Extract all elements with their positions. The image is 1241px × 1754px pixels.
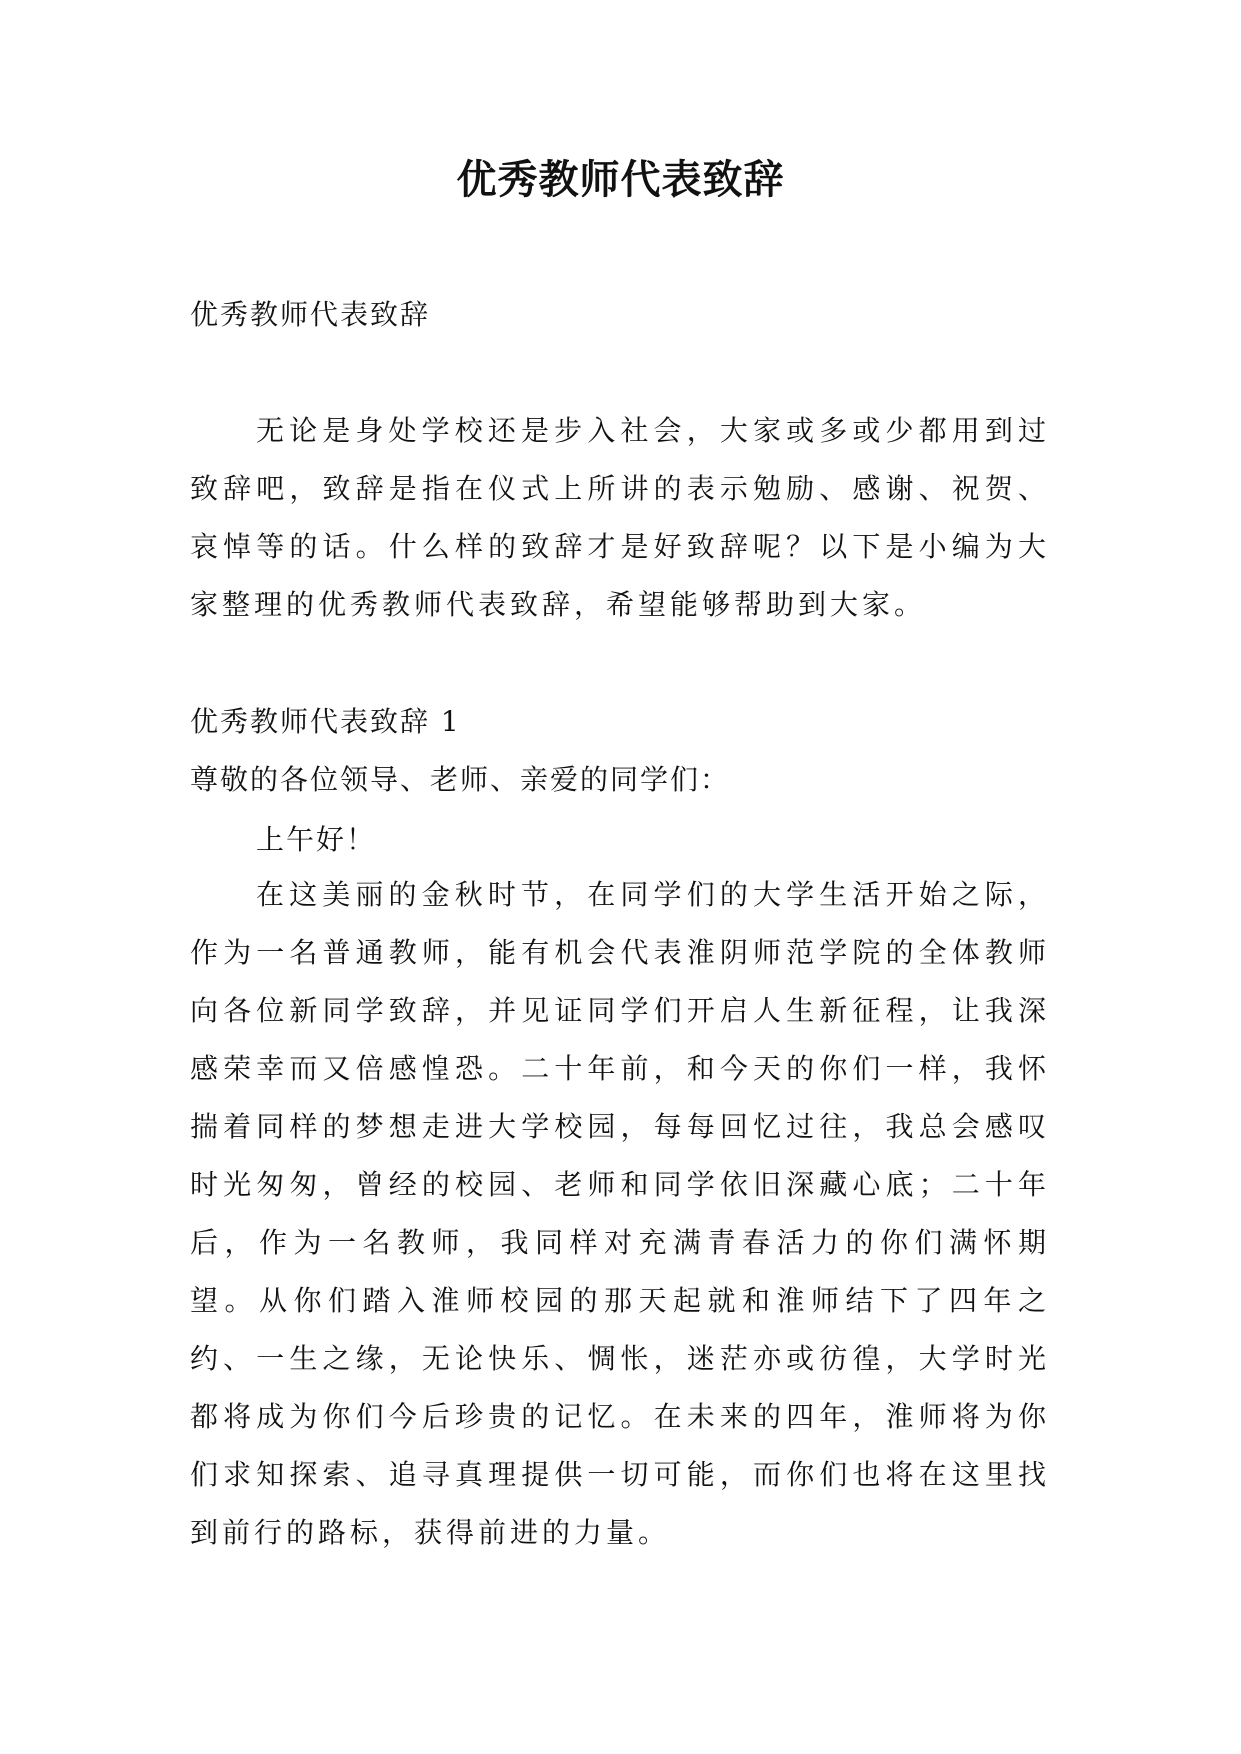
intro-paragraph: 无论是身处学校还是步入社会，大家或多或少都用到过致辞吧，致辞是指在仪式上所讲的表示勉励、感谢、祝贺、哀悼等的话。什么样的致辞才是好致辞呢？以下是小编为大家整理的优秀教师代表致辞，希望能够帮助到大家。 — [190, 414, 1050, 621]
body-paragraph: 在这美丽的金秋时节，在同学们的大学生活开始之际，作为一名普通教师，能有机会代表淮阴师范学院的全体教师向各位新同学致辞，并见证同学们开启人生新征程，让我深感荣幸而又倍感惶恐。二十年前，和今天的你们一样，我怀揣着同样的梦想走进大学校园，每每回忆过往，我总会感叹时光匆匆，曾经的校园、老师和同学依旧深藏心底；二十年后，作为一名教师，我同样对充满青春活力的你们满怀期望。从你们踏入淮师校园的那天起就和淮师结下了四年之约、一生之缘，无论快乐、惆怅，迷茫亦或彷徨，大学时光都将成为你们今后珍贵的记忆。在未来的四年，淮师将为你们求知探索、追寻真理提供一切可能，而你们也将在这里找到前行的路标，获得前进的力量。 — [190, 878, 1050, 1549]
document-subtitle: 优秀教师代表致辞 — [190, 298, 431, 331]
greeting: 上午好！ — [256, 823, 377, 856]
document-title: 优秀教师代表致辞 — [456, 157, 785, 203]
salutation: 尊敬的各位领导、老师、亲爱的同学们： — [190, 763, 731, 796]
section-heading: 优秀教师代表致辞 1 — [190, 705, 461, 738]
